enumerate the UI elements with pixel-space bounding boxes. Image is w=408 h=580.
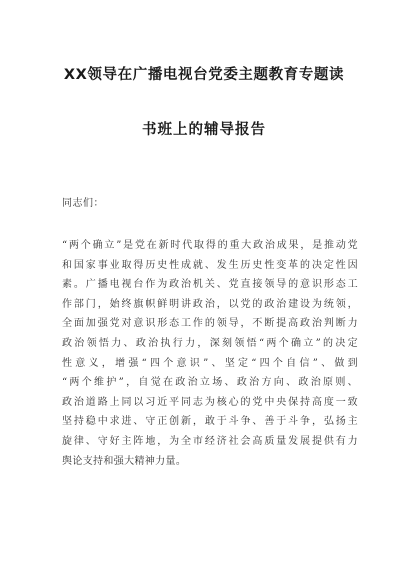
paragraph-line-last: 舆论支持和强大精神力量。 [62,455,187,467]
paragraph-line: 政治道路上同以习近平同志为核心的党中央保持高度一致 [62,396,358,408]
paragraph-line: “两个确立”是党在新时代取得的重大政治成果，是推动党 [62,240,358,251]
paragraph-line: 素。广播电视台作为政治机关、党直接领导的意识形态工 [62,279,358,291]
paragraph-line: 和国家事业取得历史性成就、发生历史性变革的决定性因 [62,259,358,271]
paragraph-line: 坚持稳中求进、守正创新，敢于斗争、善于斗争，弘扬主 [62,416,358,428]
document-title-line-1: XX领导在广播电视台党委主题教育专题读 [63,67,345,83]
paragraph-line: 旋律、守好主阵地，为全市经济社会高质量发展提供有力 [62,435,358,447]
salutation: 同志们： [62,198,104,209]
paragraph-1 [62,236,358,471]
paragraph-line: “两个维护”，自觉在政治立场、政治方向、政治原则、 [62,377,358,389]
paragraph-line: 全面加强党对意识形态工作的领导，不断提高政治判断力 [62,318,358,330]
paragraph-line: 政治领悟力、政治执行力，深刻领悟“两个确立”的决定 [62,337,358,349]
document-title-line-2: 书班上的辅导报告 [142,122,266,138]
paragraph-line: 作部门，始终旗帜鲜明讲政治，以党的政治建设为统领， [62,298,358,310]
paragraph-line: 性意义，增强“四个意识”、坚定“四个自信”、做到 [62,357,358,369]
